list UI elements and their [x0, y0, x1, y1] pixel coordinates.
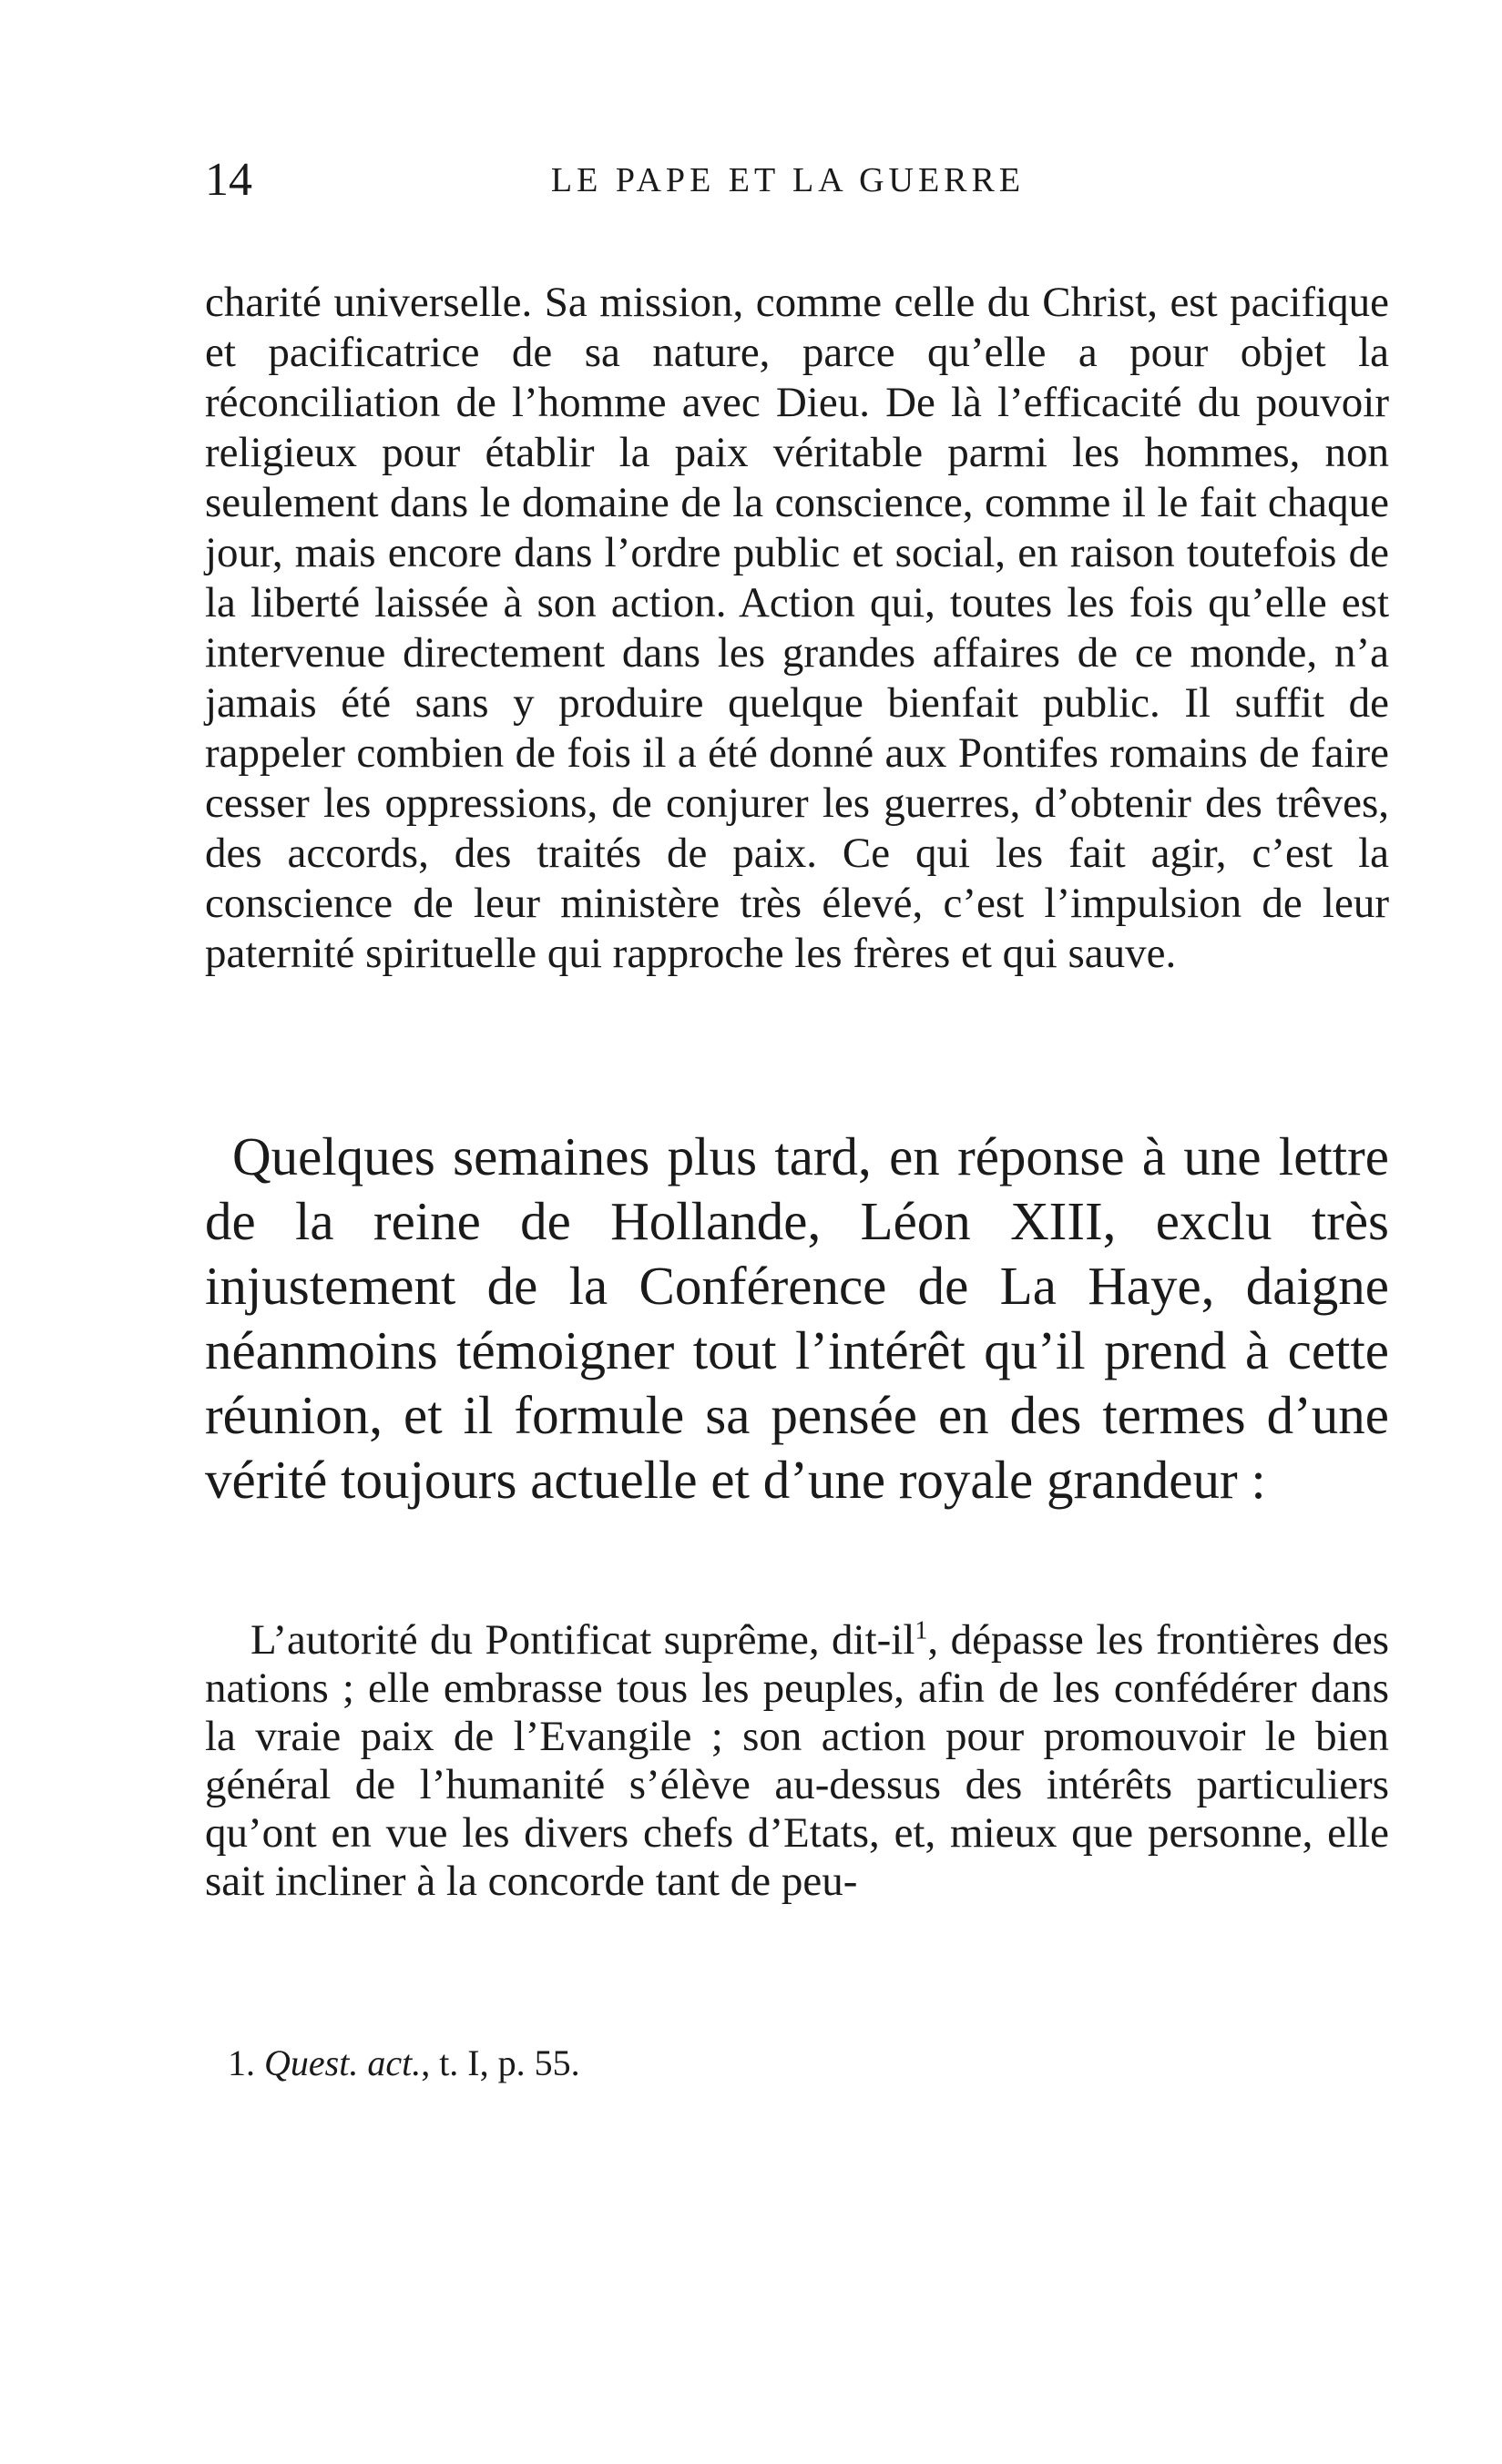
page-number: 14	[205, 154, 252, 206]
quotation-paragraph	[205, 1616, 1389, 1906]
footnote-number: 1.	[228, 2042, 255, 2083]
footnote-source-title: Quest. act.	[264, 2042, 422, 2083]
footnote-marker: 1	[914, 1616, 928, 1645]
body-paragraph: Quelques semaines plus tard, en réponse à une lettre de la reine de Hollande, Léon XIII, exclu très injustement de la Conférence de La Haye, daigne néanmoins témoigner tout l’intérêt qu’il prend à cette réunion, et il formule sa pensée en des termes d’une vérité toujours actuelle et d’une royale grandeur :	[205, 1126, 1389, 1510]
page-header	[205, 153, 1371, 226]
footnote	[228, 2041, 580, 2084]
body-paragraph-continued: charité universelle. Sa mission, comme celle du Christ, est pacifique et pacificatrice de sa nature, parce qu’elle a pour objet la réconciliation de l’homme avec Dieu. De là l’efficacité du pouvoir religieux pour établir la paix véritable parmi les hommes, non seulement dans le domaine de la conscience, comme il le fait chaque jour, mais encore dans l’ordre public et social, en raison toutefois de la liberté laissée à son action. Action qui, toutes les fois qu’elle est intervenue directement dans les grandes affaires de ce monde, n’a jamais été sans y produire quelque bienfait public. Il suffit de rappeler combien de fois il a été donné aux Pontifes romains de faire cesser les oppressions, de conjurer les guerres, d’obtenir des trêves, des accords, des traités de paix. Ce qui les fait agir, c’est la conscience de leur ministère très élevé, c’est l’impulsion de leur paternité spirituelle qui rapproche les frères et qui sauve.	[205, 279, 1389, 977]
running-title: LE PAPE ET LA GUERRE	[550, 161, 1026, 199]
quote-text-end: , dépasse les frontières des nations ; elle embrasse tous les peuples, afin de les confédérer dans la vraie paix de l’Evangile ; son action pour promouvoir le bien général de l’humanité s’élève au-dessus des intérêts particuliers qu’ont en vue les divers chefs d’Etats, et, mieux que personne, elle sait incliner à la concorde tant de peu-	[205, 1616, 1389, 1905]
footnote-source-ref: , t. I, p. 55.	[421, 2042, 580, 2083]
quote-text-start: L’autorité du Pontificat suprême, dit-il	[250, 1616, 915, 1664]
